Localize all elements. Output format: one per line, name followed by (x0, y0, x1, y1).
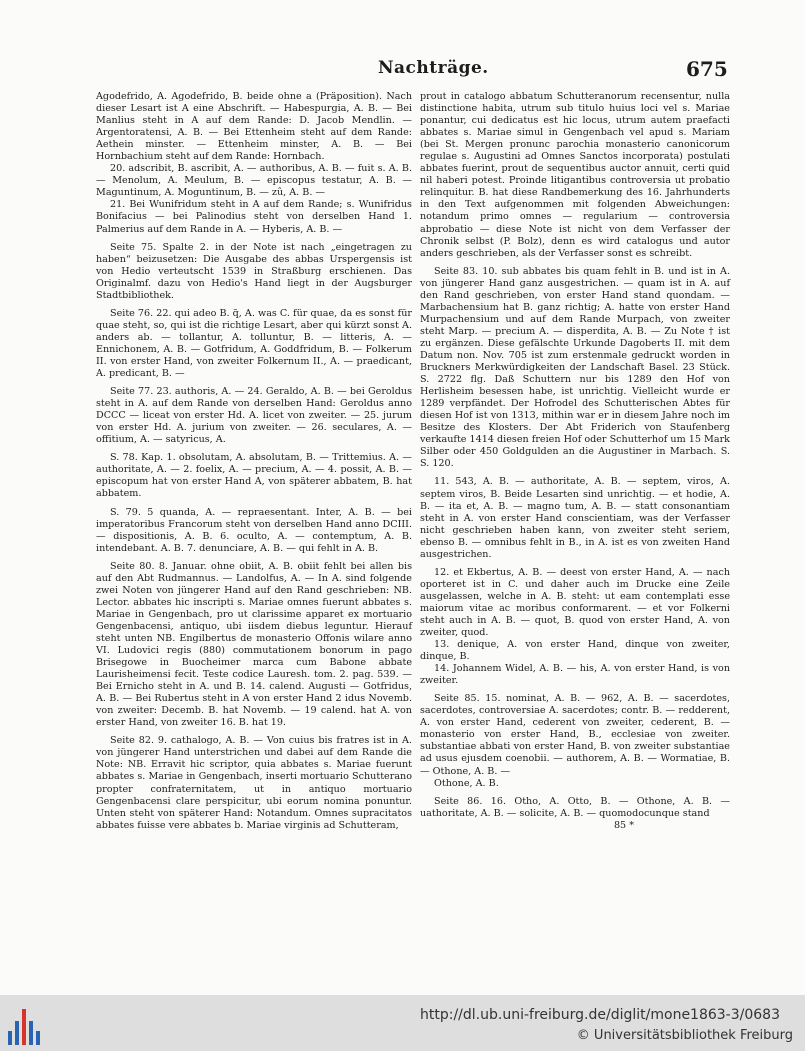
paragraph: Agodefrido, A. Agodefrido, B. beide ohne a (Präposition). Nach dieser Lesart ist A eine Abschrift. — Habespurgia, A. B. — Bei Manlius steht in A auf dem Rande: D. Jacob Mendlin. — Argentoratensi, A. B. — Bei Ettenheim steht auf dem Rande: Aethein minster. — Ettenheim minster, A. B. — Bei Hornbachium steht auf dem Rande: Hornbach. (96, 91, 412, 163)
paragraph: Othone, A. B. (434, 777, 499, 789)
paragraph: 14. Johannem Widel, A. B. — his, A. von erster Hand, is von zweiter. (420, 663, 730, 687)
document-url-link[interactable]: http://dl.ub.uni-freiburg.de/diglit/mone1863-3/0683 (420, 1007, 780, 1023)
left-column (96, 91, 412, 832)
footer-bar (0, 995, 805, 1051)
paragraph: Seite 77. 23. authoris, A. — 24. Geraldo, A. B. — bei Geroldus steht in A. auf dem Rande von derselben Hand: Geroldus anno DCCC — liceat von erster Hd. A. licet von zweiter. — 25. jurum von erster Hd. A. jurium von zweiter. — 26. seculares, A. — offitium, A. — satyricus, A. (96, 386, 412, 446)
paragraph: 12. et Ekbertus, A. B. — deest von erster Hand, A. — nach oporteret ist in C. und daher auch im Drucke eine Zeile ausgelassen, welche in A. B. steht: ut eam contemplati esse maiorum vitae ac moribus conformarent. — et vor Folkerni steht auch in A. B. — quot, B. quod von erster Hand, A. von zweiter, quod. (420, 566, 730, 639)
paragraph: Seite 80. 8. Januar. ohne obiit, A. B. obiit fehlt bei allen bis auf den Abt Rudmannus. — Landolfus, A. — In A. sind folgende zwei Noten von jüngerer Hand auf den Rand geschrieben: NB. Lector. abbates hic inscripti s. Mariae omnes fuerunt abbates s. Mariae in Gengenbach, pro ut clarissime apparet ex mortuario Gengenbacensi, antiquo, ubi iisdem diebus leguntur. Hierauf steht unten NB. Engilbertus de monasterio Offonis wilare anno VI. Ludovici regis (880) commutationem bonorum in pago Brisegowe in Buocheimer marca cum Babone abbate Laurisheimensi fecit. Teste codice Lauresh. tom. 2. pag. 539. — Bei Ernicho steht in A. und B. 14. calend. Augusti — Gotfridus, A. B. — Bei Rubertus steht in A von erster Hand 2 idus Novemb. von zweiter: Decemb. B. hat Novemb. — 19 calend. hat A. von erster Hand, von zweiter 16. B. hat 19. (96, 560, 412, 729)
page-number: 675 (686, 57, 728, 81)
paragraph: prout in catalogo abbatum Schutteranorum recensentur, nulla distinctione habita, utrum sub titulo huius loci vel s. Mariae ponantur, cui dedicatus est hic locus, utrum autem praefacti abbates s. Mariae simul in Gengenbach vel apud s. Mariam (bei St. Mergen pronunc parochia monasterio canonicorum regulae s. Augustini ad Omnes Sanctos incorporata) postulati abbates fuerint, prout de sequentibus auctor annuit, certi quid nil haberi potest. Proinde litigantibus controversia ut probatio relinquitur. B. hat diese Randbemerkung des 16. Jahrhunderts in den Text aufgenommen mit folgenden Abweichungen: notandum primo omnes — regularium — controversia abprobatio — diese Note ist nicht von dem Verfasser der Chronik selbst (P. Bolz), denn es wird catalogus und autor anders geschrieben, als der Verfasser sonst es schreibt. (420, 91, 730, 259)
paragraph: Seite 75. Spalte 2. in der Note ist nach „eingetragen zu haben“ beizusetzen: Die Ausgabe des abbas Urspergensis ist von Hedio verteutscht 1539 in Straßburg erschienen. Das Originalmf. dazu von Hedio's Hand liegt in der Augsburger Stadtbibliothek. (96, 241, 412, 301)
paragraph: Seite 86. 16. Otho, A. Otto, B. — Othone, A. B. — uathoritate, A. B. — solicite, A. B. — quomodocunque stand (420, 795, 730, 819)
paragraph: Seite 76. 22. qui adeo B. q̃, A. was C. für quae, da es sonst für quae steht, so, qui ist die richtige Lesart, aber qui kürzt sonst A. anders ab. — tollantur, A. tolluntur, B. — litteris, A. — Ennichonem, A. B. — Gotfridum, A. Goddfridum, B. — Folkerum II. von erster Hand, von zweiter Folkernum II., A. — praedicant, A. predicant, B. — (96, 307, 412, 380)
paragraph: Seite 82. 9. cathalogo, A. B. — Von cuius bis fratres ist in A. von jüngerer Hand unterstrichen und dabei auf dem Rande die Note: NB. Erravit hic scriptor, quia abbates s. Mariae fuerunt abbates s. Mariae in Gengenbach, inserti mortuario Schutterano propter confraternitatem, ut in antiquo mortuario Gengenbacensi clare perspicitur, ubi eorum nomina ponuntur. Unten steht von späterer Hand: Notandum. Omnes supracitatos abbates fuisse vere abbates b. Mariae virginis ad Schutteram, (96, 735, 412, 831)
paragraph: Seite 83. 10. sub abbates bis quam fehlt in B. und ist in A. von jüngerer Hand ganz ausgestrichen. — quam ist in A. auf den Rand geschrieben, von erster Hand stand quondam. — Marbachensium hat B. ganz richtig; A. hatte von erster Hand Murpachensium und auf dem Rande Murpach, von zweiter steht Marp. — precium A. — disperdita, A. B. — Zu Note † ist zu ergänzen. Diese gefälschte Urkunde Dagoberts II. mit dem Datum non. Nov. 705 ist zum erstenmale gedruckt worden in Bruckners Merkwürdigkeiten der Landschaft Basel. 23 Stück. S. 2722 flg. Daß Schuttern nur bis 1289 den Hof von Herlisheim besessen habe, ist unrichtig. Vielleicht wurde er 1289 verpfändet. Der Hofrodel des Schutterischen Abtes für diesen Hof ist von 1313, mithin war er in diesem Jahre noch im Besitze des Klosters. Der Abt Friderich von Staufenberg verkaufte 1414 diesen freien Hof oder Schutterhof um 15 Mark Silber oder 450 Goldgulden an die Augustiner in Marbach. S. S. 120. (420, 265, 730, 470)
paragraph: Seite 85. 15. nominat, A. B. — 962, A. B. — sacerdotes, sacerdotes, controversiae A. sacerdotes; contr. B. — redderent, A. von erster Hand, cederent von zweiter, cederent, B. — monasterio von erster Hand, B., ecclesiae von zweiter. substantiae abbati von erster Hand, B. von zweiter substantiae ad usus ejusdem coenobii. — authorem, A. B. — Wormatiae, B. — Othone, A. B. — (420, 693, 730, 777)
right-column (420, 91, 730, 832)
paragraph: 13. denique, A. von erster Hand, dinque von zweiter, dinque, B. (420, 639, 730, 663)
page-header-title: Nachträge. (378, 58, 489, 78)
library-logo-icon (6, 1001, 42, 1045)
paragraph: 20. adscribit, B. ascribit, A. — authoribus, A. B. — fuit s. A. B. — Menolum, A. Meulum, B. — episcopus testatur, A. B. — Maguntinum, A. Moguntinum, B. — zû, A. B. — (96, 163, 412, 199)
paragraph: S. 78. Kap. 1. obsolutam, A. absolutam, B. — Trittemius. A. — authoritate, A. — 2. foelix, A. — precium, A. — 4. possit, A. B. — episcopum hat von erster Hand A, von späterer abbatem, B. hat abbatem. (96, 452, 412, 500)
signature-mark: 85 * (613, 819, 634, 831)
paragraph: 21. Bei Wunifridum steht in A auf dem Rande; s. Wunifridus Bonifacius — bei Palinodius steht von derselben Hand 1. Palmerius auf dem Rande in A. — Hyberis, A. B. — (96, 199, 412, 235)
paragraph: 11. 543, A. B. — authoritate, A. B. — septem, viros, A. septem viros, B. Beide Lesarten sind unrichtig. — et hodie, A. B. — ita et, A. B. — magno tum, A. B. — statt consonantiam steht in A. von erster Hand conscientiam, was der Verfasser nicht geschrieben haben kann, von zweiter steht seriem, ebenso B. — omnibus fehlt in B., in A. ist es von zweiten Hand ausgestrichen. (420, 476, 730, 560)
copyright-text: © Universitätsbibliothek Freiburg (576, 1028, 793, 1043)
paragraph: S. 79. 5 quanda, A. — repraesentant. Inter, A. B. — bei imperatoribus Francorum steht von derselben Hand anno DCIII. — dispositionis, A. B. 6. oculto, A. — contemptum, A. B. intendebant. A. B. 7. denunciare, A. B. — qui fehlt in A. B. (96, 506, 412, 554)
